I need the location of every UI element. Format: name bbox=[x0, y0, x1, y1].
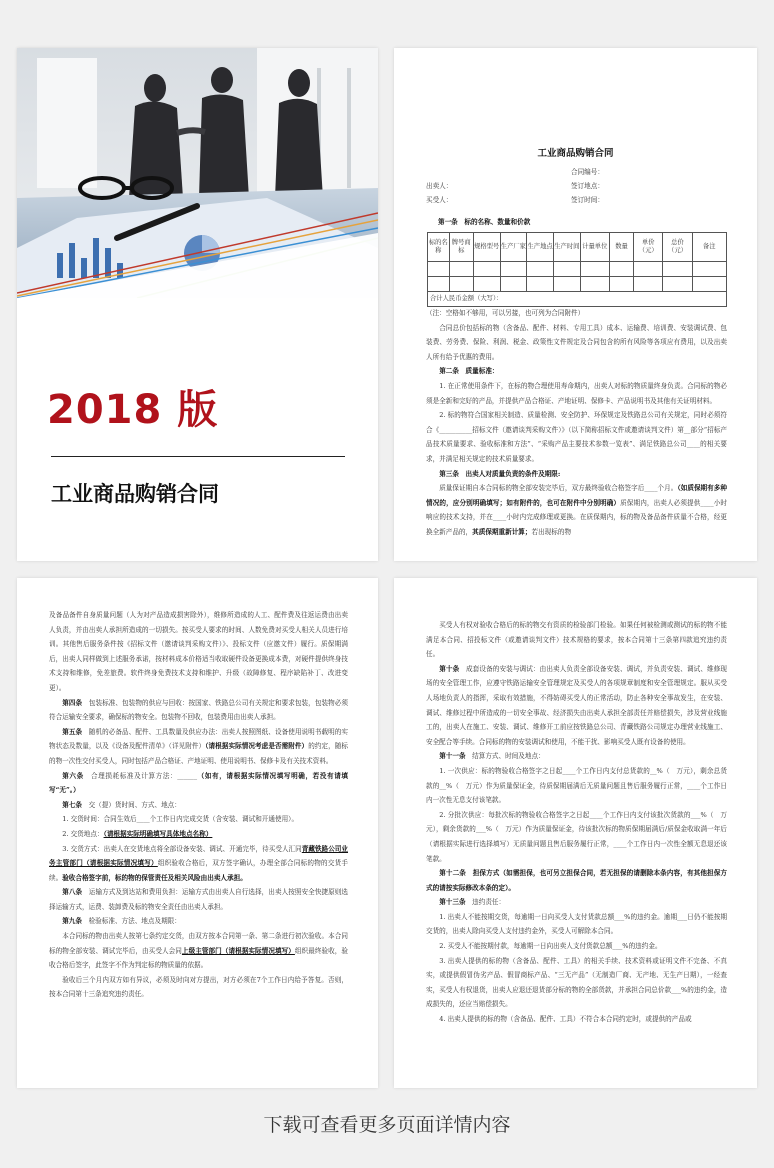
paragraph: 验收后三个月内双方如有异议，必须及时向对方提出，对方必须在7个工作日内给予答复。否则，按本合同第十三条追究违约责任。 bbox=[49, 975, 348, 999]
cover-page bbox=[17, 48, 378, 561]
paragraph: 第四条 包装标准、包装物的供应与回收：按国家、铁路总公司有关规定和要求包装，包装物必须符合运输安全要求，确保标的物安全。包装物不回收，包装费用由出卖人承担。 bbox=[49, 698, 349, 722]
paragraph: 第十三条 违约责任： bbox=[439, 898, 506, 907]
list-item: 3. 出卖人提供的标的物（含备品、配件、工具）的相关手续、技术资料或证明文件不完备、不真实，或提供假冒伪劣产品、假冒商标产品、“三无产品”（无制造厂商、无产地、无生产日期），一经查实，买受人有权退货，出卖人应退还退货部分标的物的全部货款，并承担合同总价款___%的违约金，造成损失的，还应当赔偿损失。 bbox=[426, 956, 727, 1009]
table-header-cell: 单价（元） bbox=[634, 233, 663, 262]
contract-page-1 bbox=[394, 48, 757, 561]
list-item: 2. 分批次供应：每批次标的物验收合格签字之日起____个工作日内支付该批次货款的___%（ 万元），剩余货款的___%（ 万元）作为质量保证金，待该批次标的物质保期届满后/质保金收取满一年后（请根据实际进行选择填写）无质量问题且售后服务履行正常，____个工作日内一次性全额无息退还该笔款。 bbox=[426, 810, 727, 863]
table-header-cell: 牌号商标 bbox=[449, 233, 473, 262]
paragraph: 质量保证期自本合同标的物全部安装完毕后，双方最终验收合格签字后____个月。（如质保期有多种情况的，应分别明确填写；如有附件的，也可在附件中分别明确）质保期内，出卖人必须提供____小时响应的技术支持，并在____小时内完成修理或更换。在质保期内，标的物及备品备件质量不合格，经更换全新产品的，其质保期重新计算；若出现标的物 bbox=[426, 484, 728, 536]
article-2-heading: 第二条 质量标准： bbox=[439, 367, 499, 376]
list-item: 3. 交货方式：出卖人在交货地点将全部设备安装、调试、开通完毕，待买受人汇同青藏铁路公司业务主管部门（请根据实际情况填写）组织验收合格后，双方签字确认，办理全部合同标的物的交货手续。验收合格签字前，标的物的保管责任及相关风险由出卖人承担。 bbox=[49, 844, 349, 882]
table-total-label: 合计人民币金额（大写）： bbox=[428, 292, 727, 307]
table-header-cell: 生产地点 bbox=[527, 233, 554, 262]
page-2-body bbox=[426, 306, 727, 540]
paragraph: 及备品备件自身质量问题（人为对产品造成损害除外），维修所造成的人工、配件费及往返运费由出卖人负责，并由出卖人承担所造成的一切损失。按买受人要求的时间、人数免费对买受人相关人员进行培训。其他售后服务条件按《招标文件（邀请谈判采购文件）》、投标文件（应邀文件）履行。质保期满后，出卖人同样做到上述服务承诺，按材料成本价格适当收取硬件设备更换成本费，对硬件提供终身技术支持和维修，免差旅费。软件终身免费技术支持和维护、升级（故障修复、程序缺陷补丁、改进变更）。 bbox=[49, 611, 348, 692]
cover-photo bbox=[17, 48, 378, 298]
list-item: 1. 一次供应：标的物验收合格签字之日起____个工作日内支付总货款的__%（ 万元），剩余总货款的__%（ 万元）作为质量保证金，待质保期届满后无质量问题且售后服务履行正常，____个工作日内一次性无息支付该笔款。 bbox=[426, 766, 727, 805]
paragraph: 合同总价包括标的物（含备品、配件、材料、专用工具）成本、运输费、培训费、安装调试费、包装费、劳务费、保险、利润、税金、政策性文件规定及合同包含的所有风险等各项应有费用，以及出卖人所有给予优惠的费用。 bbox=[426, 323, 727, 361]
paragraph: 第六条 合理损耗标准及计算方法：______（如有，请根据实际情况填写明确，若没有请填写“无”。） bbox=[49, 771, 349, 795]
cover-title: 工业商品购销合同 bbox=[51, 482, 219, 506]
paragraph: 2. 标的物符合国家相关制造、质量检测、安全防护、环保规定及铁路总公司有关规定，同时必须符合《__________招标文件（邀请谈判采购文件）》（以下简称招标文件或邀请谈判文件）第__部分“招标产品技术质量要求、验收标准和方法”、“采购产品主要技术参数一览表”、满足铁路总公司____的相关要求，并满足相关规定的技术质量要求。 bbox=[426, 411, 727, 463]
paragraph: 第五条 随机的必备品、配件、工具数量及供应办法：出卖人按照图纸、设备使用说明书载明的实物状态及数量，以及《设备及配件清单》（详见附件）（请根据实际情况考虑是否需附件）的约定，随标的物一次性交付买受人，同时包括产品合格证、产地证明、使用说明书、保修卡及有关技术资料。 bbox=[49, 727, 349, 765]
list-item: 2. 交货地点：（请根据实际明确填写具体地点名称） bbox=[62, 829, 213, 838]
paragraph: 第十条 成套设备的安装与调试：由出卖人负责全部设备安装、调试，并负责安装、调试、维修现场的安全管理工作，应遵守铁路运输安全管理规定及买受人的各项规章制度和安全管理规定。服从买受人场地负责人的指挥，采取有效措施，不得妨碍买受人的正常活动，防止各种安全事故发生，在安装、调试、维修过程中所造成的一切安全事故、经济损失由出卖人承担全部责任并赔偿损失，涉及营业线施工的，出卖人在施工、安装、调试、维修开工前应按铁路总公司、青藏铁路公司规定办理营业线施工、安全配合等手续。合同标的物的安装调试和使用，不能干扰、影响买受人既有设备的使用。 bbox=[426, 664, 728, 746]
paragraph: 本合同标的物由出卖人按第七条约定交货，由双方按本合同第一条、第二条进行初次验收。本合同标的物全部安装、调试完毕后，由买受人会同上级主管部门（请根据实际情况填写）组织最终验收，验收合格后签字，此签字不作为判定标的物质量的依据。 bbox=[49, 932, 349, 970]
contract-page-3 bbox=[394, 578, 757, 1088]
table-header-cell: 计量单位 bbox=[580, 233, 609, 262]
table-header-cell: 生产时间 bbox=[553, 233, 580, 262]
list-item: 2. 买受人不能按期付款，每逾期一日向出卖人支付货款总额___%的违约金。 bbox=[439, 942, 662, 951]
contract-title: 工业商品购销合同 bbox=[537, 148, 614, 159]
table-header-cell: 规格型号 bbox=[473, 233, 500, 262]
list-item: 4. 出卖人提供的标的物（含备品、配件、工具）不符合本合同约定时，或提供的产品或 bbox=[439, 1015, 692, 1024]
paragraph: 第八条 运输方式及到达站和费用负担：运输方式由出卖人自行选择，出卖人按照安全快捷原则选择运输方式，运费、装卸费及标的物安全责任由出卖人承担。 bbox=[49, 888, 349, 911]
table-header-cell: 数量 bbox=[609, 233, 633, 262]
paragraph: 第七条 交（提）货时间、方式、地点： bbox=[62, 800, 181, 809]
table-row bbox=[428, 262, 727, 277]
page-3-body bbox=[49, 608, 348, 1002]
table-row bbox=[428, 277, 727, 292]
paragraph: 第十一条 结算方式、时间及地点： bbox=[439, 752, 545, 761]
download-more-link[interactable]: 下载可查看更多页面详情内容 bbox=[263, 1114, 511, 1136]
seller-label: 出卖人： bbox=[426, 182, 453, 190]
page-4-body bbox=[426, 618, 727, 1027]
paragraph: 第十二条 担保方式（如需担保，也可另立担保合同，若无担保的请删除本条内容，有其他担保方式的请按实际修改本条的定）。 bbox=[426, 869, 728, 892]
sign-place-label: 签订地点： bbox=[571, 182, 604, 190]
table-header-cell: 备注 bbox=[692, 233, 726, 262]
table-header-cell: 标的名称 bbox=[428, 233, 450, 262]
paragraph: 买受人有权对验收合格后的标的物交有资质的检验部门检验。如果任何被检测或测试的标的物不能满足本合同、招投标文件（或邀请谈判文件）技术规格的要求，按本合同第十三条第四款追究违约责任。 bbox=[426, 621, 727, 659]
items-table bbox=[427, 232, 727, 307]
list-item: 1. 出卖人不能按期交货，每逾期一日向买受人支付货款总额___%的违约金。逾期___日仍不能按期交货的，出卖人除向买受人支付违约金外，买受人可解除本合同。 bbox=[426, 912, 727, 936]
paragraph: 1. 在正常使用条件下，在标的物合理使用寿命期内，出卖人对标的物质量终身负责。合同标的物必须是全新和完好的产品，并提供产品合格证、产地证明、保修卡、产品说明书及其他有关证明材料。 bbox=[426, 381, 727, 405]
contract-page-2 bbox=[17, 578, 378, 1088]
list-item: 1. 交货时间：合同生效后____个工作日内完成交货（含安装、调试和开通使用）。 bbox=[62, 815, 299, 824]
contract-number-label: 合同编号： bbox=[571, 168, 604, 176]
article-3-heading: 第三条 出卖人对质量负责的条件及期限: bbox=[439, 469, 561, 478]
paragraph: 第九条 检验标准、方法、地点及期限： bbox=[62, 917, 181, 926]
cover-divider bbox=[51, 456, 345, 457]
article-1-heading: 第一条 标的名称、数量和价款 bbox=[438, 218, 531, 226]
table-header-row bbox=[428, 233, 727, 262]
buyer-label: 买受人： bbox=[426, 196, 453, 204]
table-note: （注：空格如不够用，可以另接，也可列为合同附件） bbox=[426, 309, 585, 317]
table-total-row bbox=[428, 292, 727, 307]
sign-time-label: 签订时间： bbox=[571, 196, 604, 204]
cover-year: 2018 版 bbox=[47, 387, 219, 433]
table-header-cell: 总价（元） bbox=[663, 233, 692, 262]
table-header-cell: 生产厂家 bbox=[500, 233, 527, 262]
